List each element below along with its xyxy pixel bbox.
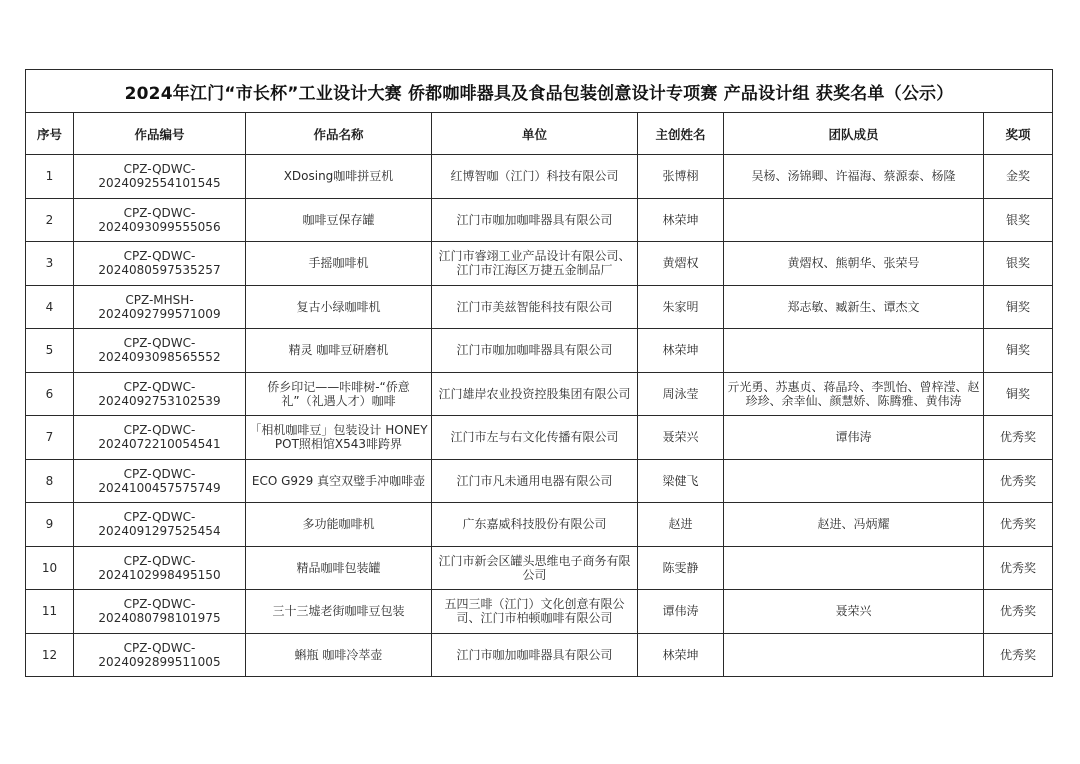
cell-creator: 聂荣兴 [638,416,724,460]
cell-creator: 黄熠权 [638,242,724,286]
cell-code [74,242,246,286]
cell-code [74,416,246,460]
cell-award: 铜奖 [984,372,1053,416]
cell-code [74,198,246,242]
header-name: 作品名称 [246,113,432,155]
cell-award: 优秀奖 [984,590,1053,634]
cell-org: 江门市咖加咖啡器具有限公司 [432,633,638,677]
cell-award: 铜奖 [984,329,1053,373]
cell-code-number: 2024092899511005 [98,654,221,669]
cell-org: 江门市左与右文化传播有限公司 [432,416,638,460]
cell-code-number: 2024091297525454 [98,524,221,539]
cell-team: 亓光勇、苏惠贞、蒋晶玲、李凯怡、曾梓滢、赵珍珍、余幸仙、颜慧娇、陈腾雅、黄伟涛 [724,372,984,416]
cell-code-number: 2024100457575749 [98,480,221,495]
cell-team [724,329,984,373]
table-row [26,459,1053,503]
award-list-document [25,69,1052,677]
cell-team: 郑志敏、臧新生、谭杰文 [724,285,984,329]
header-award: 奖项 [984,113,1053,155]
header-creator: 主创姓名 [638,113,724,155]
table-row [26,242,1053,286]
cell-code-number: 2024092753102539 [98,393,221,408]
cell-org: 江门市新会区罐头思维电子商务有限公司 [432,546,638,590]
cell-org: 江门雄岸农业投资控股集团有限公司 [432,372,638,416]
document-title: 2024年江门“市长杯”工业设计大赛 侨都咖啡器具及食品包装创意设计专项赛 产品设计组 获奖名单（公示） [26,70,1053,113]
cell-index: 4 [26,285,74,329]
cell-code-number: 2024080597535257 [98,263,221,278]
cell-index: 10 [26,546,74,590]
table-row [26,590,1053,634]
cell-code-prefix: CPZ-QDWC- [123,597,196,612]
cell-creator: 周泳莹 [638,372,724,416]
cell-team: 聂荣兴 [724,590,984,634]
cell-code-number: 2024102998495150 [98,567,221,582]
cell-creator: 陈雯静 [638,546,724,590]
cell-team [724,633,984,677]
cell-team: 吴杨、汤锦卿、许福海、蔡源泰、杨隆 [724,155,984,199]
cell-code-prefix: CPZ-QDWC- [123,510,196,525]
cell-name: ECO G929 真空双璧手冲咖啡壶 [246,459,432,503]
header-team: 团队成员 [724,113,984,155]
cell-creator: 赵进 [638,503,724,547]
cell-team: 谭伟涛 [724,416,984,460]
cell-award: 优秀奖 [984,503,1053,547]
cell-creator: 朱家明 [638,285,724,329]
cell-award: 银奖 [984,242,1053,286]
cell-org: 江门市睿翊工业产品设计有限公司、江门市江海区万捷五金制品厂 [432,242,638,286]
cell-name: 侨乡印记——咔啡树-“侨意礼”（礼遇人才）咖啡 [246,372,432,416]
cell-org: 江门市凡未通用电器有限公司 [432,459,638,503]
cell-code [74,459,246,503]
cell-code-prefix: CPZ-MHSH- [125,292,194,307]
cell-org: 红博智咖（江门）科技有限公司 [432,155,638,199]
cell-code-prefix: CPZ-QDWC- [123,336,196,351]
cell-name: 三十三墟老街咖啡豆包装 [246,590,432,634]
cell-name: 精灵 咖啡豆研磨机 [246,329,432,373]
cell-award: 银奖 [984,198,1053,242]
cell-name: 「相机咖啡豆」包装设计 HONEY POT照相馆X543啡跨界 [246,416,432,460]
cell-index: 11 [26,590,74,634]
cell-name: 精品咖啡包装罐 [246,546,432,590]
cell-code-number: 2024080798101975 [98,611,221,626]
cell-index: 2 [26,198,74,242]
cell-code-number: 2024093099555056 [98,219,221,234]
cell-team [724,546,984,590]
cell-creator: 林荣坤 [638,329,724,373]
cell-org: 江门市咖加咖啡器具有限公司 [432,198,638,242]
cell-creator: 梁健飞 [638,459,724,503]
cell-code-prefix: CPZ-QDWC- [123,553,196,568]
cell-code-prefix: CPZ-QDWC- [123,162,196,177]
cell-index: 5 [26,329,74,373]
table-header-row [26,113,1053,155]
table-row [26,633,1053,677]
cell-team [724,459,984,503]
cell-index: 1 [26,155,74,199]
cell-code-prefix: CPZ-QDWC- [123,466,196,481]
cell-code [74,285,246,329]
cell-code [74,590,246,634]
cell-index: 6 [26,372,74,416]
cell-name: XDosing咖啡拼豆机 [246,155,432,199]
cell-index: 12 [26,633,74,677]
cell-code-prefix: CPZ-QDWC- [123,423,196,438]
table-row [26,285,1053,329]
cell-name: 蝌瓶 咖啡冷萃壶 [246,633,432,677]
cell-name: 多功能咖啡机 [246,503,432,547]
table-row [26,416,1053,460]
cell-creator: 林荣坤 [638,633,724,677]
cell-award: 铜奖 [984,285,1053,329]
cell-code-prefix: CPZ-QDWC- [123,379,196,394]
cell-org: 江门市咖加咖啡器具有限公司 [432,329,638,373]
cell-code-prefix: CPZ-QDWC- [123,205,196,220]
cell-name: 复古小绿咖啡机 [246,285,432,329]
table-row [26,372,1053,416]
cell-award: 优秀奖 [984,546,1053,590]
cell-code [74,503,246,547]
cell-award: 优秀奖 [984,459,1053,503]
header-index: 序号 [26,113,74,155]
cell-index: 7 [26,416,74,460]
cell-org: 五四三啡（江门）文化创意有限公司、江门市柏顿咖啡有限公司 [432,590,638,634]
cell-org: 广东嘉威科技股份有限公司 [432,503,638,547]
cell-team: 赵进、冯炳耀 [724,503,984,547]
cell-code [74,633,246,677]
cell-code-number: 2024092799571009 [98,306,221,321]
cell-index: 3 [26,242,74,286]
header-org: 单位 [432,113,638,155]
cell-code-number: 2024072210054541 [98,437,221,452]
table-row [26,198,1053,242]
cell-code [74,329,246,373]
cell-code-prefix: CPZ-QDWC- [123,640,196,655]
cell-index: 8 [26,459,74,503]
table-row [26,503,1053,547]
cell-creator: 林荣坤 [638,198,724,242]
header-code: 作品编号 [74,113,246,155]
cell-award: 优秀奖 [984,416,1053,460]
cell-code [74,546,246,590]
cell-creator: 张博栩 [638,155,724,199]
cell-code [74,155,246,199]
cell-name: 咖啡豆保存罐 [246,198,432,242]
cell-org: 江门市美兹智能科技有限公司 [432,285,638,329]
cell-code-number: 2024093098565552 [98,350,221,365]
cell-name: 手摇咖啡机 [246,242,432,286]
cell-team: 黄熠权、熊朝华、张荣号 [724,242,984,286]
cell-award: 金奖 [984,155,1053,199]
cell-code-number: 2024092554101545 [98,176,221,191]
award-table [25,69,1053,677]
cell-code-prefix: CPZ-QDWC- [123,249,196,264]
cell-team [724,198,984,242]
table-row [26,155,1053,199]
cell-award: 优秀奖 [984,633,1053,677]
cell-index: 9 [26,503,74,547]
cell-code [74,372,246,416]
table-row [26,546,1053,590]
cell-creator: 谭伟涛 [638,590,724,634]
table-row [26,329,1053,373]
